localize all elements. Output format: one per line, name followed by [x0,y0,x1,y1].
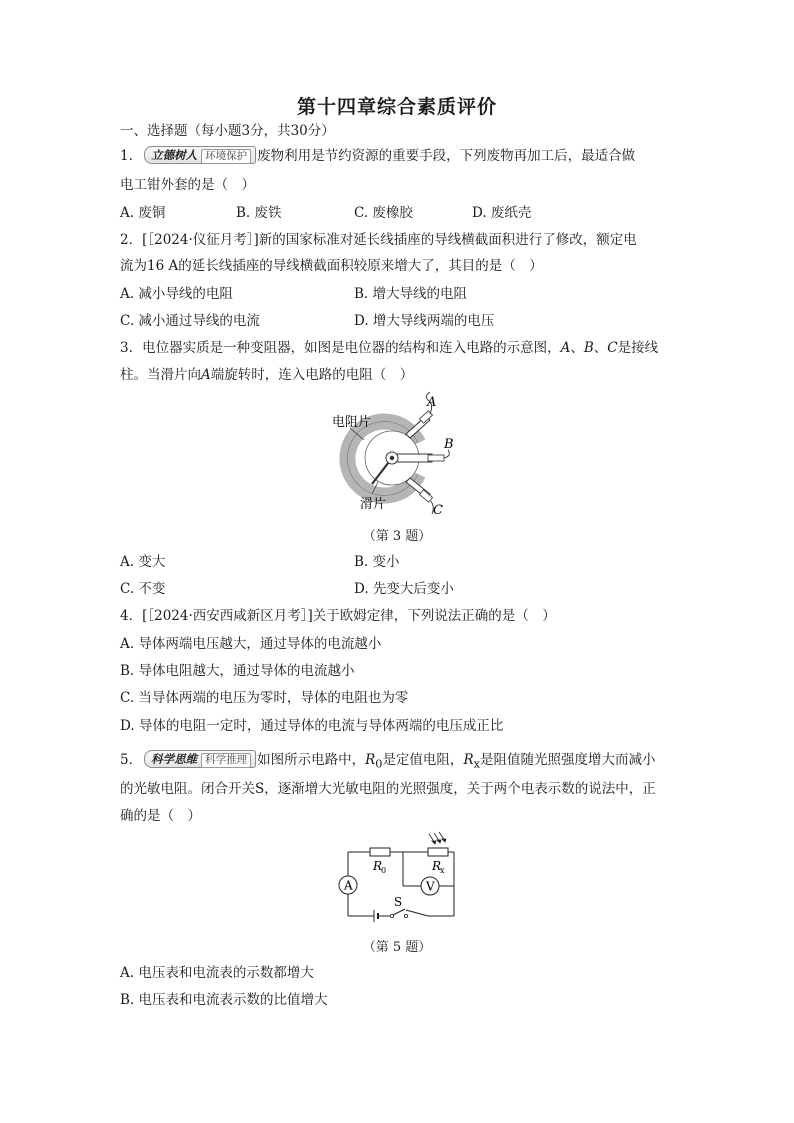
light-arrows-icon [429,832,446,844]
label-slider: 滑片 [360,497,387,512]
q2-option-c: C. 减小通过导线的电流 [120,313,260,329]
ammeter-label: A [344,878,353,893]
circuit-diagram [328,830,468,925]
q1-option-d: D. 废纸壳 [472,205,532,221]
question-number: 5． [120,752,143,768]
voltmeter-label: V [426,879,435,894]
resistor-r0 [370,848,390,856]
figure-5-caption: （第 5 题） [362,940,432,955]
q2-option-d: D. 增大导线两端的电压 [354,313,495,329]
q1-option-a: A. 废铜 [120,205,166,221]
q5-option-b: B. 电压表和电流表示数的比值增大 [120,992,328,1008]
battery-icon [374,910,384,922]
r0-subscript: 0 [381,866,387,875]
q4-option-a: A. 导体两端电压越大，通过导体的电流越小 [120,636,382,652]
potentiometer-figure [320,390,480,520]
switch-label: S [394,895,403,909]
photoresistor-rx [428,848,448,856]
q1-option-c: C. 废橡胶 [354,205,413,221]
question-number: 1． [120,148,143,164]
question-2-line-2: 流为16 A的延长线插座的导线横截面积较原来增大了，其目的是（ ） [120,258,543,274]
badge-scientific-thinking: 科学思维 科学推理 [144,750,256,768]
badge-moral-education: 立德树人 环境保护 [144,146,256,164]
q5-option-a: A. 电压表和电流表的示数都增大 [120,965,314,981]
figure-3-caption: （第 3 题） [362,529,432,544]
label-resistor-strip: 电阻片 [332,415,372,430]
switch-icon [390,909,407,918]
q4-option-b: B. 导体电阻越大，通过导体的电流越小 [120,663,355,679]
question-1-line-1 [120,146,635,166]
r0-label: R [373,859,383,873]
question-5-line-3: 确的是（ ） [120,808,201,824]
q4-option-d: D. 导体的电阻一定时，通过导体的电流与导体两端的电压成正比 [120,718,504,734]
q3-option-c: C. 不变 [120,581,166,597]
question-4-stem: 4．[［2024·西安西咸新区月考］]关于欧姆定律，下列说法正确的是（ ） [120,608,556,624]
rx-label: R [432,859,442,873]
q2-option-b: B. 增大导线的电阻 [354,286,468,302]
question-1-line-2: 电工钳外套的是（ ） [120,177,255,193]
q1-option-b: B. 废铁 [236,205,282,221]
section-heading: 一、选择题（每小题3分，共30分） [120,123,335,139]
rx-subscript: x [440,866,445,875]
question-3-line-2: 柱。当滑片向A端旋转时，连入电路的电阻（ ） [120,367,414,383]
label-terminal-c: C [433,503,443,518]
label-terminal-a: A [427,395,437,410]
question-5-line-2: 的光敏电阻。闭合开关S，逐渐增大光敏电阻的光照强度，关于两个电表示数的说法中，正 [120,781,656,797]
label-terminal-b: B [444,437,454,452]
page-title: 第十四章综合素质评价 [296,96,497,118]
question-text: 废物利用是节约资源的重要手段，下列废物再加工后，最适合做 [257,148,636,164]
q3-option-d: D. 先变大后变小 [354,581,454,597]
q3-option-a: A. 变大 [120,554,166,570]
question-5-line-1: 5． 科学思维 科学推理 如图所示电路中，$R_0$是定值电阻，$R_x$是阻值随光照强度增大而减小 [120,751,656,771]
q4-option-c: C. 当导体两端的电压为零时，导体的电阻也为零 [120,690,409,706]
question-2-line-1: 2．[［2024·仪征月考］]新的国家标准对延长线插座的导线横截面积进行了修改，额定电 [120,232,637,248]
q2-option-a: A. 减小导线的电阻 [120,286,233,302]
question-3-line-1: 3．电位器实质是一种变阻器，如图是电位器的结构和连入电路的示意图，A、B、C是接线 [120,340,659,356]
q3-option-b: B. 变小 [354,554,400,570]
